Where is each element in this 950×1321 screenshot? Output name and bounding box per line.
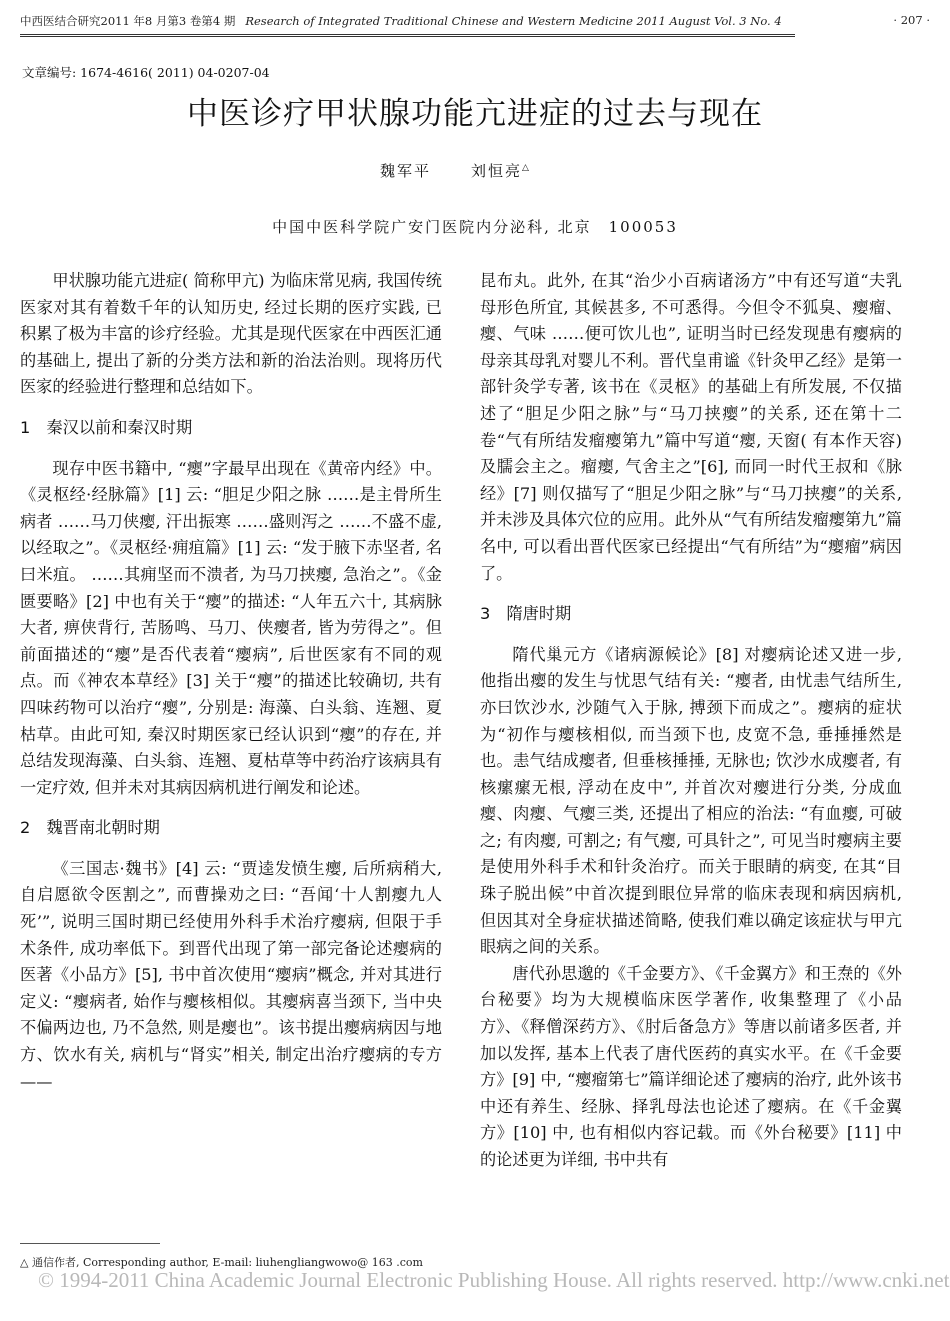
affiliation: 中国中医科学院广安门医院内分泌科, 北京 100053 bbox=[272, 218, 678, 236]
left-column bbox=[20, 268, 442, 1095]
section-3-paragraph-2: 唐代孙思邈的《千金要方》、《千金翼方》和王焘的《外台秘要》均为大规模临床医学著作, 收集整理了《小品方》、《释僧深药方》、《肘后备急方》等唐以前诸多医者, 并加以发挥, 基本上代表了唐代医药的真实水平。在《千金要方》[9] 中, “瘿瘤第七”篇详细论述了瘿病的治疗, 此外该书中还有养生、经脉、择乳母法也论述了瘿病。在《千金翼方》[10] 中, 也有相似内容记载。而《外台秘要》[11] 中的论述更为详细, 书中共有 bbox=[480, 963, 902, 1169]
cnki-watermark: © 1994-2011 China Academic Journal Electronic Publishing House. All rights reserved. http://www.cnki.net bbox=[38, 1268, 950, 1292]
header-rule bbox=[20, 34, 795, 35]
footnote-rule bbox=[20, 1243, 160, 1244]
corresponding-mark: △ bbox=[522, 163, 531, 173]
author-list bbox=[380, 160, 531, 181]
section-2-continuation: 昆布丸。此外, 在其“治少小百病诸汤方”中有还写道“夫乳母形色所宜, 其候甚多, 不可悉得。今但令不狐臭、瘿瘤、瘿、气味 ……便可饮儿也”, 证明当时已经发现患有瘿病的母亲其母乳对婴儿不利。晋代皇甫谧《针灸甲乙经》是第一部针灸学专著, 该书在《灵枢》的基础上有所发展, 不仅描述了“胆足少阳之脉”与“马刀挟瘿”的关系, 还在第十二卷“气有所结发瘤瘿第九”篇中写道“瘿, 天窗( 有本作天容) 及臑会主之。瘤瘿, 气舍主之”[6], 而同一时代王叔和《脉经》[7] 则仅描写了“胆足少阳之脉”与“马刀挟瘿”的关系, 并未涉及具体穴位的应用。此外从“气有所结发瘤瘿第九”篇名中, 可以看出晋代医家已经提出“气有所结”为“瘿瘤”病因了。 bbox=[480, 271, 902, 583]
section-heading-3: 3 隋唐时期 bbox=[480, 604, 572, 624]
header-rule-2 bbox=[20, 36, 795, 37]
journal-citation bbox=[20, 13, 782, 29]
section-heading-1: 1 秦汉以前和秦汉时期 bbox=[20, 417, 193, 437]
section-3-paragraph-1: 隋代巢元方《诸病源候论》[8] 对瘿病论述又进一步, 他指出瘿的发生与忧思气结有关: “瘿者, 由忧恚气结所生, 亦曰饮沙水, 沙随气入于脉, 搏颈下而成之”。瘿病的症状为“初作与瘿核相似, 而当颈下也, 皮宽不急, 垂捶捶然是也。恚气结成瘿者, 但垂核捶捶, 无脉也; 饮沙水成瘿者, 有核瘰瘰无根, 浮动在皮中”, 并首次对瘿进行分类, 分成血瘿、肉瘿、气瘿三类, 还提出了相应的治法: “有血瘿, 可破之; 有肉瘿, 可割之; 有气瘿, 可具针之”, 可见当时瘿病主要是使用外科手术和针灸治疗。而关于眼睛的病变, 在其“目珠子脱出候”中首次提到眼位异常的临床表现和病因病机, 但因其对全身症状描述简略, 使我们难以确定该症状与甲亢眼病之间的关系。 bbox=[480, 644, 902, 957]
journal-en: Research of Integrated Traditional Chinese and Western Medicine 2011 August Vol. 3 No. 4 bbox=[245, 14, 782, 28]
footnote: △ 通信作者, Corresponding author, E-mail: liuhengliangwowo@ 163 .com bbox=[20, 1256, 423, 1269]
section-1-paragraph: 现存中医书籍中, “瘿”字最早出现在《黄帝内经》中。《灵枢经·经脉篇》[1] 云: “胆足少阳之脉 ……是主骨所生病者 ……马刀侠瘿, 汗出振寒 ……盛则泻之 ……不盛不虚, 以经取之”。《灵枢经·痈疽篇》[1] 云: “发于腋下赤坚者, 名曰米疽。 ……其痈坚而不溃者, 为马刀挟瘿, 急治之”。《金匮要略》[2] 中也有关于“瘿”的描述: “人年五六十, 其病脉大者, 痹侠背行, 苦肠鸣、马刀、侠瘿者, 皆为劳得之”。但前面描述的“瘿”是否代表着“瘿病”, 后世医家有不同的观点。而《神农本草经》[3] 关于“瘿”的描述比较确切, 共有四味药物可以治疗“瘿”, 分别是: 海藻、白头翁、连翘、夏枯草。由此可知, 秦汉时期医家已经认识到“瘿”的存在, 并总结发现海藻、白头翁、连翘、夏枯草等中药治疗该病具有一定疗效, 但并未对其病因病机进行阐发和论述。 bbox=[20, 458, 442, 797]
section-heading-2: 2 魏晋南北朝时期 bbox=[20, 818, 160, 838]
right-column bbox=[480, 268, 902, 1174]
intro-paragraph: 甲状腺功能亢进症( 简称甲亢) 为临床常见病, 我国传统医家对其有着数千年的认知历史, 经过长期的医疗实践, 已积累了极为丰富的诊疗经验。尤其是现代医家在中西医汇通的基础上, 提出了新的分类方法和新的治法治则。现将历代医家的经验进行整理和总结如下。 bbox=[20, 271, 442, 397]
section-2-paragraph: 《三国志·魏书》[4] 云: “贾逵发愤生瘿, 后所病稍大, 自启愿欲令医割之”, 而曹操劝之曰: “吾闻‘十人割瘿九人死’”, 说明三国时期已经使用外科手术治疗瘿病, 但限于手术条件, 成功率低下。到晋代出现了第一部完备论述瘿病的医著《小品方》[5], 书中首次使用“瘿病”概念, 并对其进行定义: “瘿病者, 始作与瘿核相似。其瘿病喜当颈下, 当中央不偏两边也, 乃不急然, 则是瘿也”。该书提出瘿病病因与地方、饮水有关, 病机与“肾实”相关, 制定出治疗瘿病的专方—— bbox=[20, 858, 442, 1091]
page-number: · 207 · bbox=[893, 13, 930, 27]
journal-cn: 中西医结合研究2011 年8 月第3 卷第4 期 bbox=[20, 14, 236, 28]
article-number: 文章编号: 1674-4616( 2011) 04-0207-04 bbox=[22, 65, 270, 80]
running-header bbox=[20, 13, 930, 35]
paper-title: 中医诊疗甲状腺功能亢进症的过去与现在 bbox=[187, 96, 763, 132]
author-1: 魏军平 bbox=[380, 162, 432, 180]
author-2: 刘恒亮△ bbox=[471, 162, 531, 180]
